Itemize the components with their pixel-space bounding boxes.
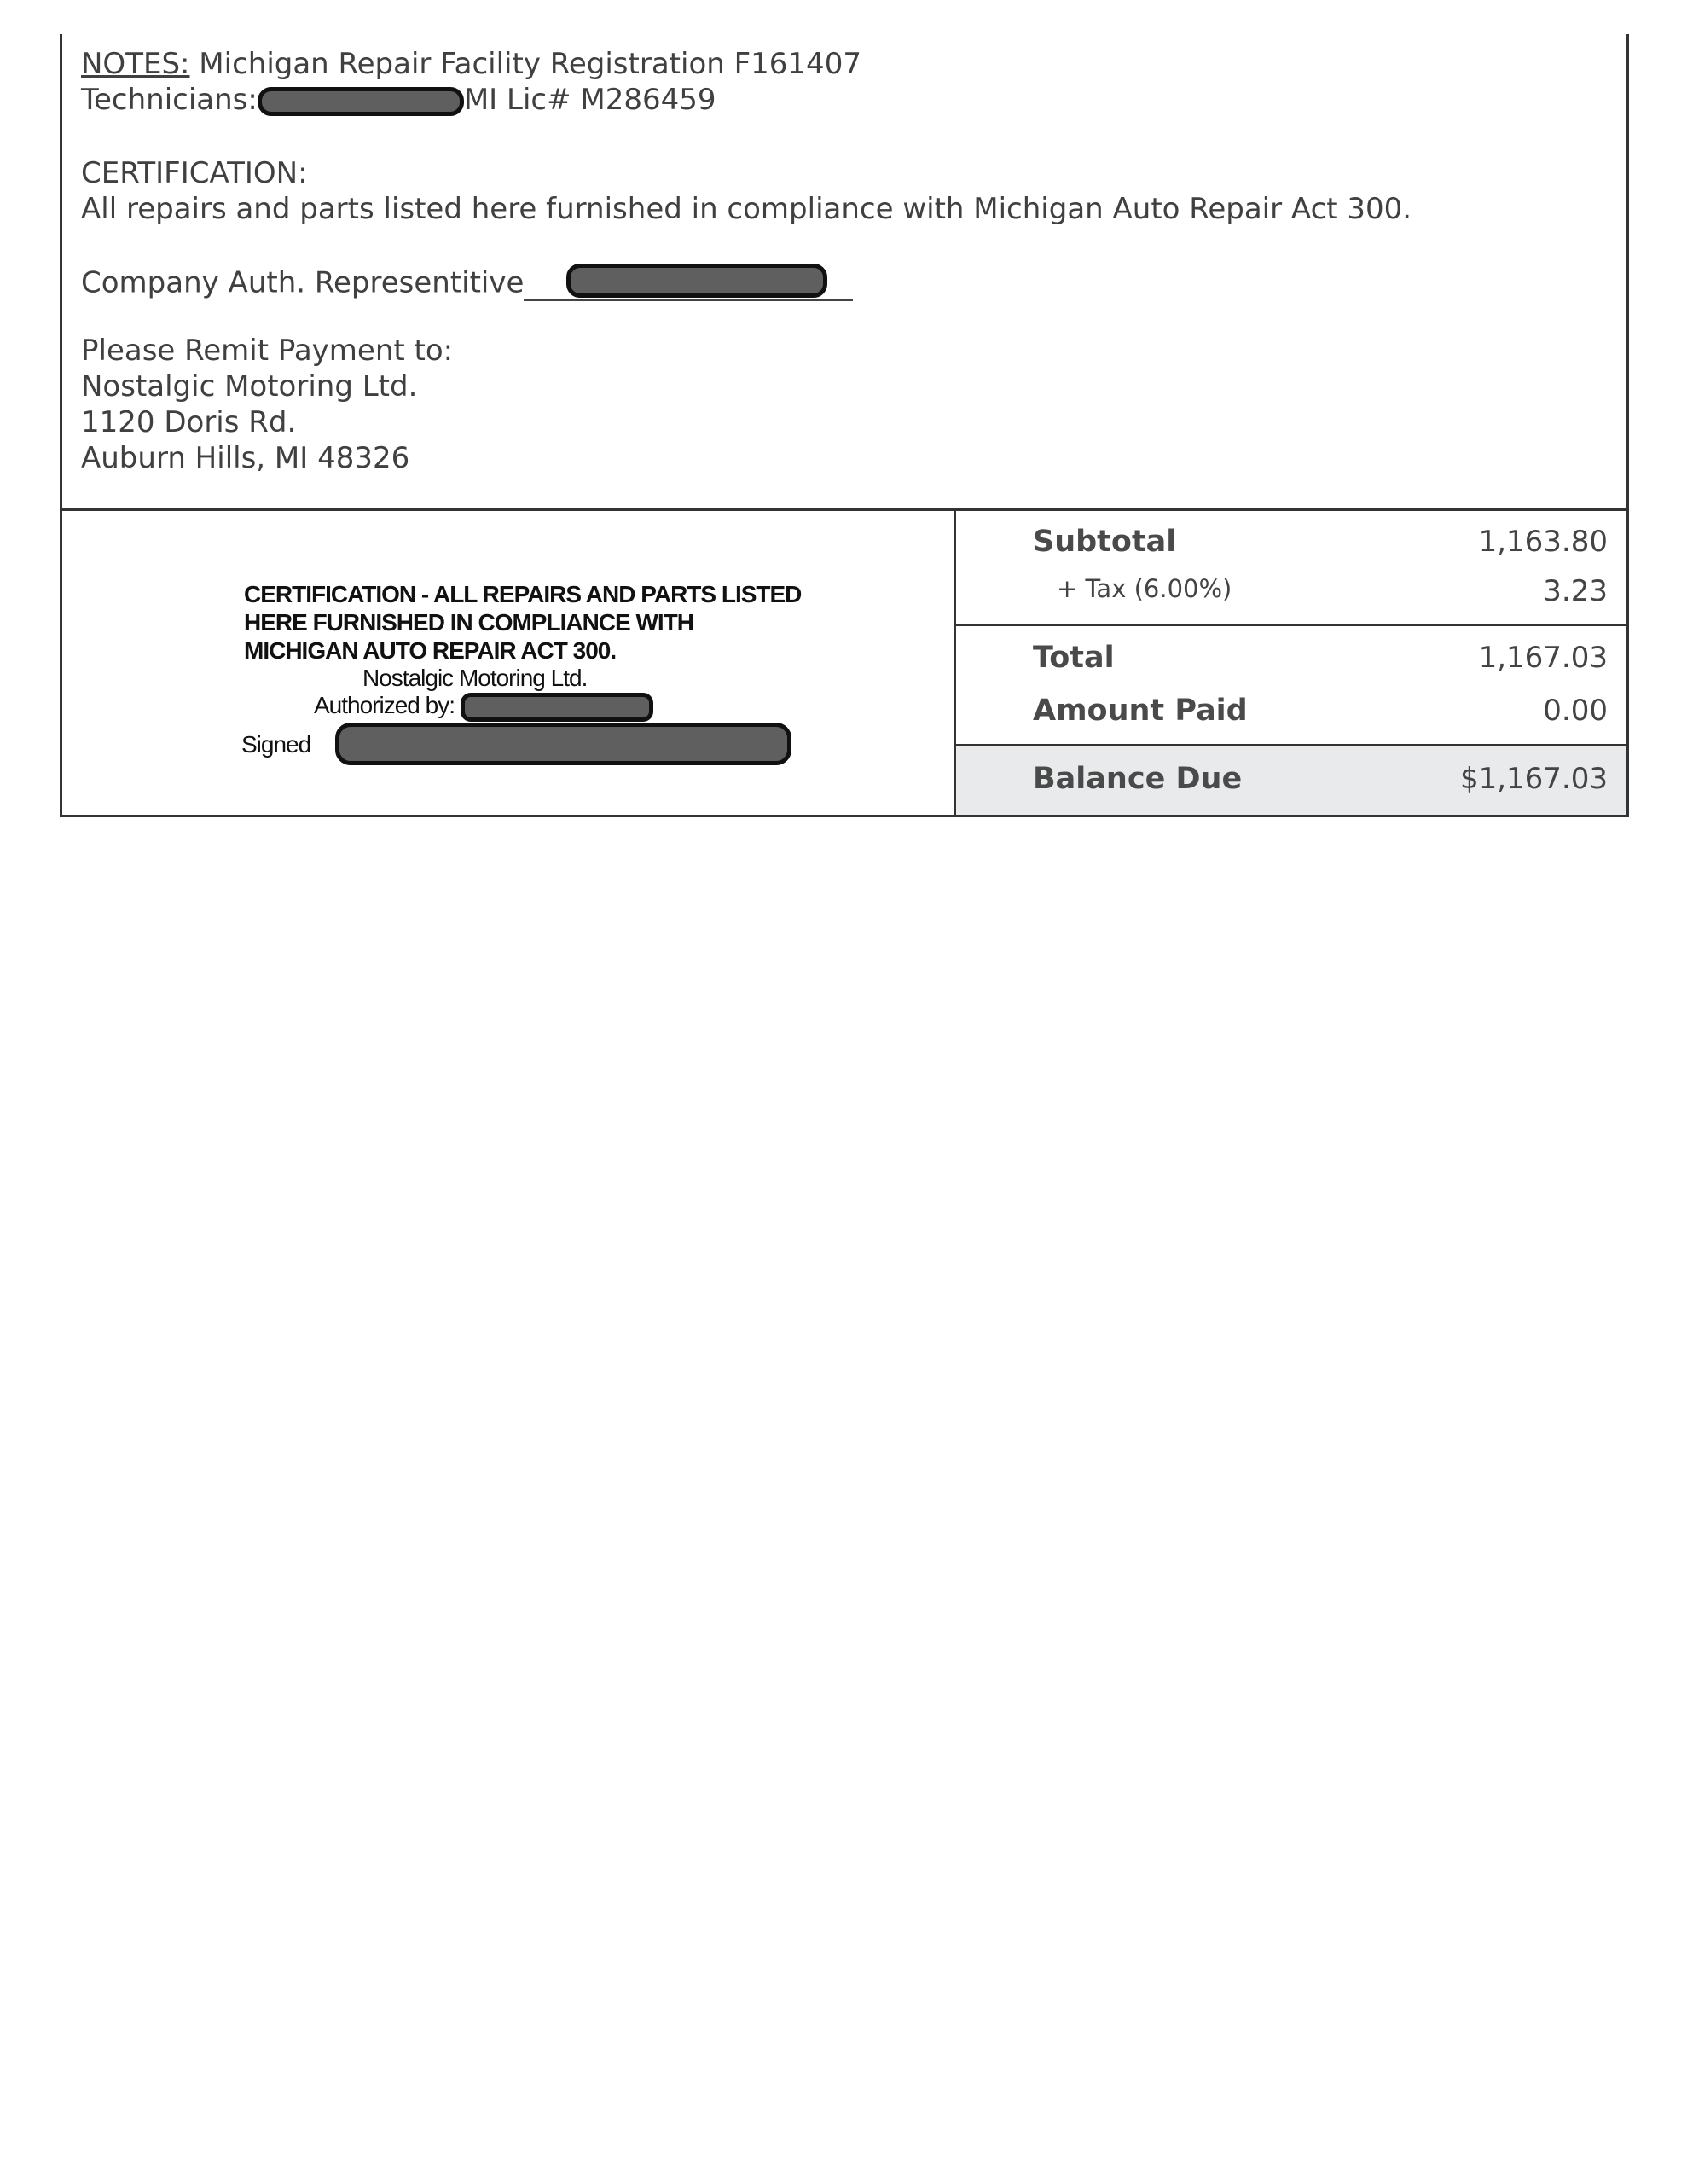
stamp-company: Nostalgic Motoring Ltd.: [362, 665, 588, 691]
stamp-signed-line: [241, 731, 310, 758]
technician-redaction: [258, 87, 464, 116]
notes-section: [60, 34, 1629, 508]
representative-redaction: [566, 264, 827, 298]
stamp-line-2: HERE FURNISHED IN COMPLIANCE WITH: [244, 609, 693, 636]
subtotal-value: 1,163.80: [1478, 525, 1608, 559]
technicians-line: [81, 82, 716, 118]
remit-street: 1120 Doris Rd.: [81, 405, 297, 439]
tax-value: 3.23: [1543, 574, 1608, 608]
remit-name: Nostalgic Motoring Ltd.: [81, 369, 418, 404]
registration-text: Michigan Repair Facility Registration F161407: [199, 47, 861, 81]
stamp-authorized-line: [314, 692, 653, 722]
remit-heading: Please Remit Payment to:: [81, 334, 454, 368]
total-value: 1,167.03: [1478, 641, 1608, 675]
notes-label: NOTES:: [81, 47, 190, 81]
stamp-line-1: CERTIFICATION - ALL REPAIRS AND PARTS LISTED: [244, 581, 802, 607]
signature-redaction: [335, 723, 791, 765]
representative-line: [81, 261, 853, 301]
license-text: MI Lic# M286459: [463, 83, 716, 117]
remit-city: Auburn Hills, MI 48326: [81, 441, 410, 475]
registration-line: [81, 46, 861, 82]
representative-signature-line: [524, 261, 853, 301]
total-label: Total: [1033, 641, 1115, 675]
amount-paid-label: Amount Paid: [1033, 694, 1248, 728]
representative-label: Company Auth. Representitive: [81, 265, 525, 300]
totals-divider-2: [956, 744, 1626, 746]
amount-paid-value: 0.00: [1543, 694, 1608, 728]
stamp-signed-label: Signed: [241, 731, 311, 758]
balance-due-label: Balance Due: [1033, 762, 1243, 796]
balance-due-value: $1,167.03: [1459, 762, 1608, 796]
tax-label: + Tax (6.00%): [1057, 574, 1232, 603]
technicians-label: Technicians:: [81, 83, 258, 117]
subtotal-label: Subtotal: [1033, 525, 1177, 559]
total-row: [956, 641, 1626, 700]
authorized-redaction: [461, 693, 653, 722]
certification-stamp: [62, 511, 954, 815]
certification-heading: CERTIFICATION:: [81, 156, 308, 190]
balance-due-row: [956, 762, 1626, 822]
certification-text: All repairs and parts listed here furnished in compliance with Michigan Auto Repair Act 300.: [81, 192, 1412, 226]
stamp-authorized-label: Authorized by:: [314, 692, 455, 718]
totals-panel: [954, 511, 1626, 815]
summary-section: [60, 508, 1629, 817]
totals-divider-1: [956, 624, 1626, 626]
stamp-line-3: MICHIGAN AUTO REPAIR ACT 300.: [244, 637, 617, 664]
